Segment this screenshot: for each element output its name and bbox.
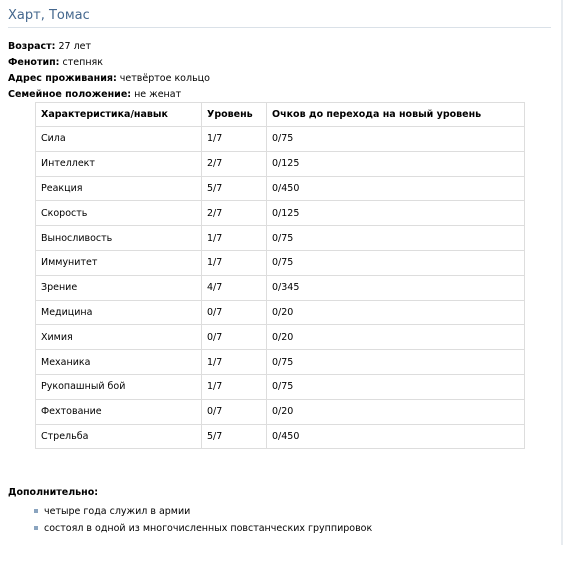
info-value: степняк [59,57,103,68]
column-header-points: Очков до перехода на новый уровень [267,103,525,127]
skill-name: Иммунитет [36,250,202,275]
skill-points: 0/75 [267,374,525,399]
table-row [36,424,525,449]
list-item-text: состоял в одной из многочисленных повстанческих группировок [44,523,373,534]
skill-points: 0/125 [267,201,525,226]
skill-level: 1/7 [202,127,267,152]
column-header-skill: Характеристика/навык [36,103,202,127]
skill-points: 0/450 [267,176,525,201]
additional-heading: Дополнительно: [8,487,99,498]
info-phenotype [8,55,210,71]
title-divider [8,27,551,28]
info-label: Адрес проживания: [8,73,117,84]
info-label: Фенотип: [8,57,60,68]
skill-points: 0/75 [267,350,525,375]
skill-points: 0/20 [267,325,525,350]
skill-name: Интеллект [36,151,202,176]
skill-points: 0/75 [267,226,525,251]
table-row [36,201,525,226]
skill-name: Фехтование [36,399,202,424]
skill-level: 2/7 [202,151,267,176]
skill-name: Скорость [36,201,202,226]
skill-points: 0/75 [267,127,525,152]
skill-name: Медицина [36,300,202,325]
skill-points: 0/20 [267,300,525,325]
skill-points: 0/450 [267,424,525,449]
info-label: Возраст: [8,41,56,52]
skill-points: 0/345 [267,275,525,300]
skill-level: 0/7 [202,399,267,424]
skill-name: Стрельба [36,424,202,449]
additional-list [34,503,372,537]
skill-points: 0/75 [267,250,525,275]
skill-points: 0/125 [267,151,525,176]
skill-name: Реакция [36,176,202,201]
skill-name: Химия [36,325,202,350]
skill-level: 4/7 [202,275,267,300]
skill-level: 5/7 [202,176,267,201]
skill-level: 5/7 [202,424,267,449]
profile-info [8,39,210,103]
skill-level: 1/7 [202,226,267,251]
table-row [36,151,525,176]
info-value: не женат [131,89,182,100]
table-row [36,374,525,399]
info-label: Семейное положение: [8,89,132,100]
skill-name: Выносливость [36,226,202,251]
skill-name: Зрение [36,275,202,300]
info-value: 27 лет [55,41,92,52]
skill-name: Механика [36,350,202,375]
table-row [36,399,525,424]
table-row [36,226,525,251]
info-age [8,39,210,55]
table-row [36,176,525,201]
table-header-row [36,103,525,127]
skill-level: 2/7 [202,201,267,226]
table-row [36,275,525,300]
list-item [34,520,372,537]
table-row [36,300,525,325]
bullet-icon [34,526,38,530]
skill-name: Рукопашный бой [36,374,202,399]
skill-level: 1/7 [202,350,267,375]
table-row [36,250,525,275]
column-header-level: Уровень [202,103,267,127]
list-item-text: четыре года служил в армии [44,506,191,517]
list-item [34,503,372,520]
skill-level: 0/7 [202,325,267,350]
info-value: четвёртое кольцо [116,73,210,84]
info-marital-status [8,87,210,103]
bullet-icon [34,509,38,513]
table-row [36,350,525,375]
skills-table [35,102,525,449]
skill-points: 0/20 [267,399,525,424]
skill-name: Сила [36,127,202,152]
page-title: Харт, Томас [8,8,90,23]
skill-level: 1/7 [202,250,267,275]
skill-level: 0/7 [202,300,267,325]
skill-level: 1/7 [202,374,267,399]
info-address [8,71,210,87]
table-row [36,127,525,152]
table-row [36,325,525,350]
